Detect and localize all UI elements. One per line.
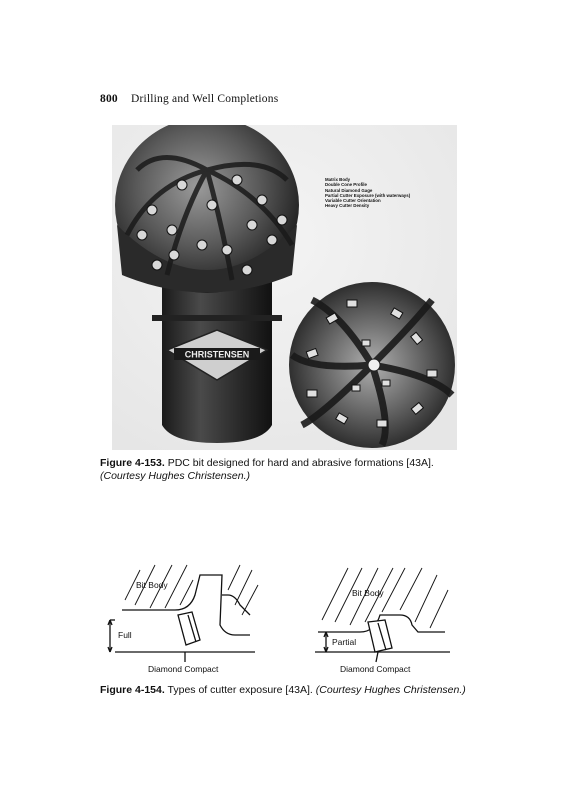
cutter-exposure-diagram <box>100 560 460 680</box>
figure-label: Figure 4-153. <box>100 457 165 469</box>
running-title: Drilling and Well Completions <box>130 93 279 105</box>
full-exposure-diagram <box>108 565 258 662</box>
partial-exposure-diagram <box>315 568 450 662</box>
left-bit-body-label: Bit Body <box>136 580 168 590</box>
page-number: 800 <box>100 93 118 105</box>
feature-item: Matrix Body <box>325 177 351 182</box>
figure-4-153-caption <box>100 457 480 483</box>
svg-text:CHRISTENSEN: CHRISTENSEN <box>184 349 250 360</box>
pdc-bit-photo <box>112 125 457 450</box>
feature-item: Natural Diamond Gage <box>325 187 373 193</box>
feature-item: Heavy Cutter Density <box>325 203 370 209</box>
caption-credit: (Courtesy Hughes Christensen.) <box>315 684 466 696</box>
feature-item: Double Cone Profile <box>325 182 367 188</box>
caption-credit: (Courtesy Hughes Christensen.) <box>100 470 250 482</box>
right-bit-body-label: Bit Body <box>352 588 384 598</box>
feature-list <box>325 177 410 209</box>
full-exposure-label: Full <box>118 630 132 640</box>
left-diamond-compact-label: Diamond Compact <box>148 664 219 674</box>
caption-text: PDC bit designed for hard and abrasive formations [43A]. <box>167 457 434 469</box>
figure-4-154-caption <box>100 684 520 697</box>
partial-exposure-label: Partial <box>332 637 357 647</box>
feature-item: Variable Cutter Orientation <box>325 198 381 204</box>
feature-item: Partial Cutter Exposure (with waterways) <box>325 192 411 198</box>
right-diamond-compact-label: Diamond Compact <box>340 664 411 674</box>
running-header <box>100 93 278 105</box>
figure-label: Figure 4-154. <box>100 684 165 696</box>
caption-text: Types of cutter exposure [43A]. <box>167 684 313 696</box>
